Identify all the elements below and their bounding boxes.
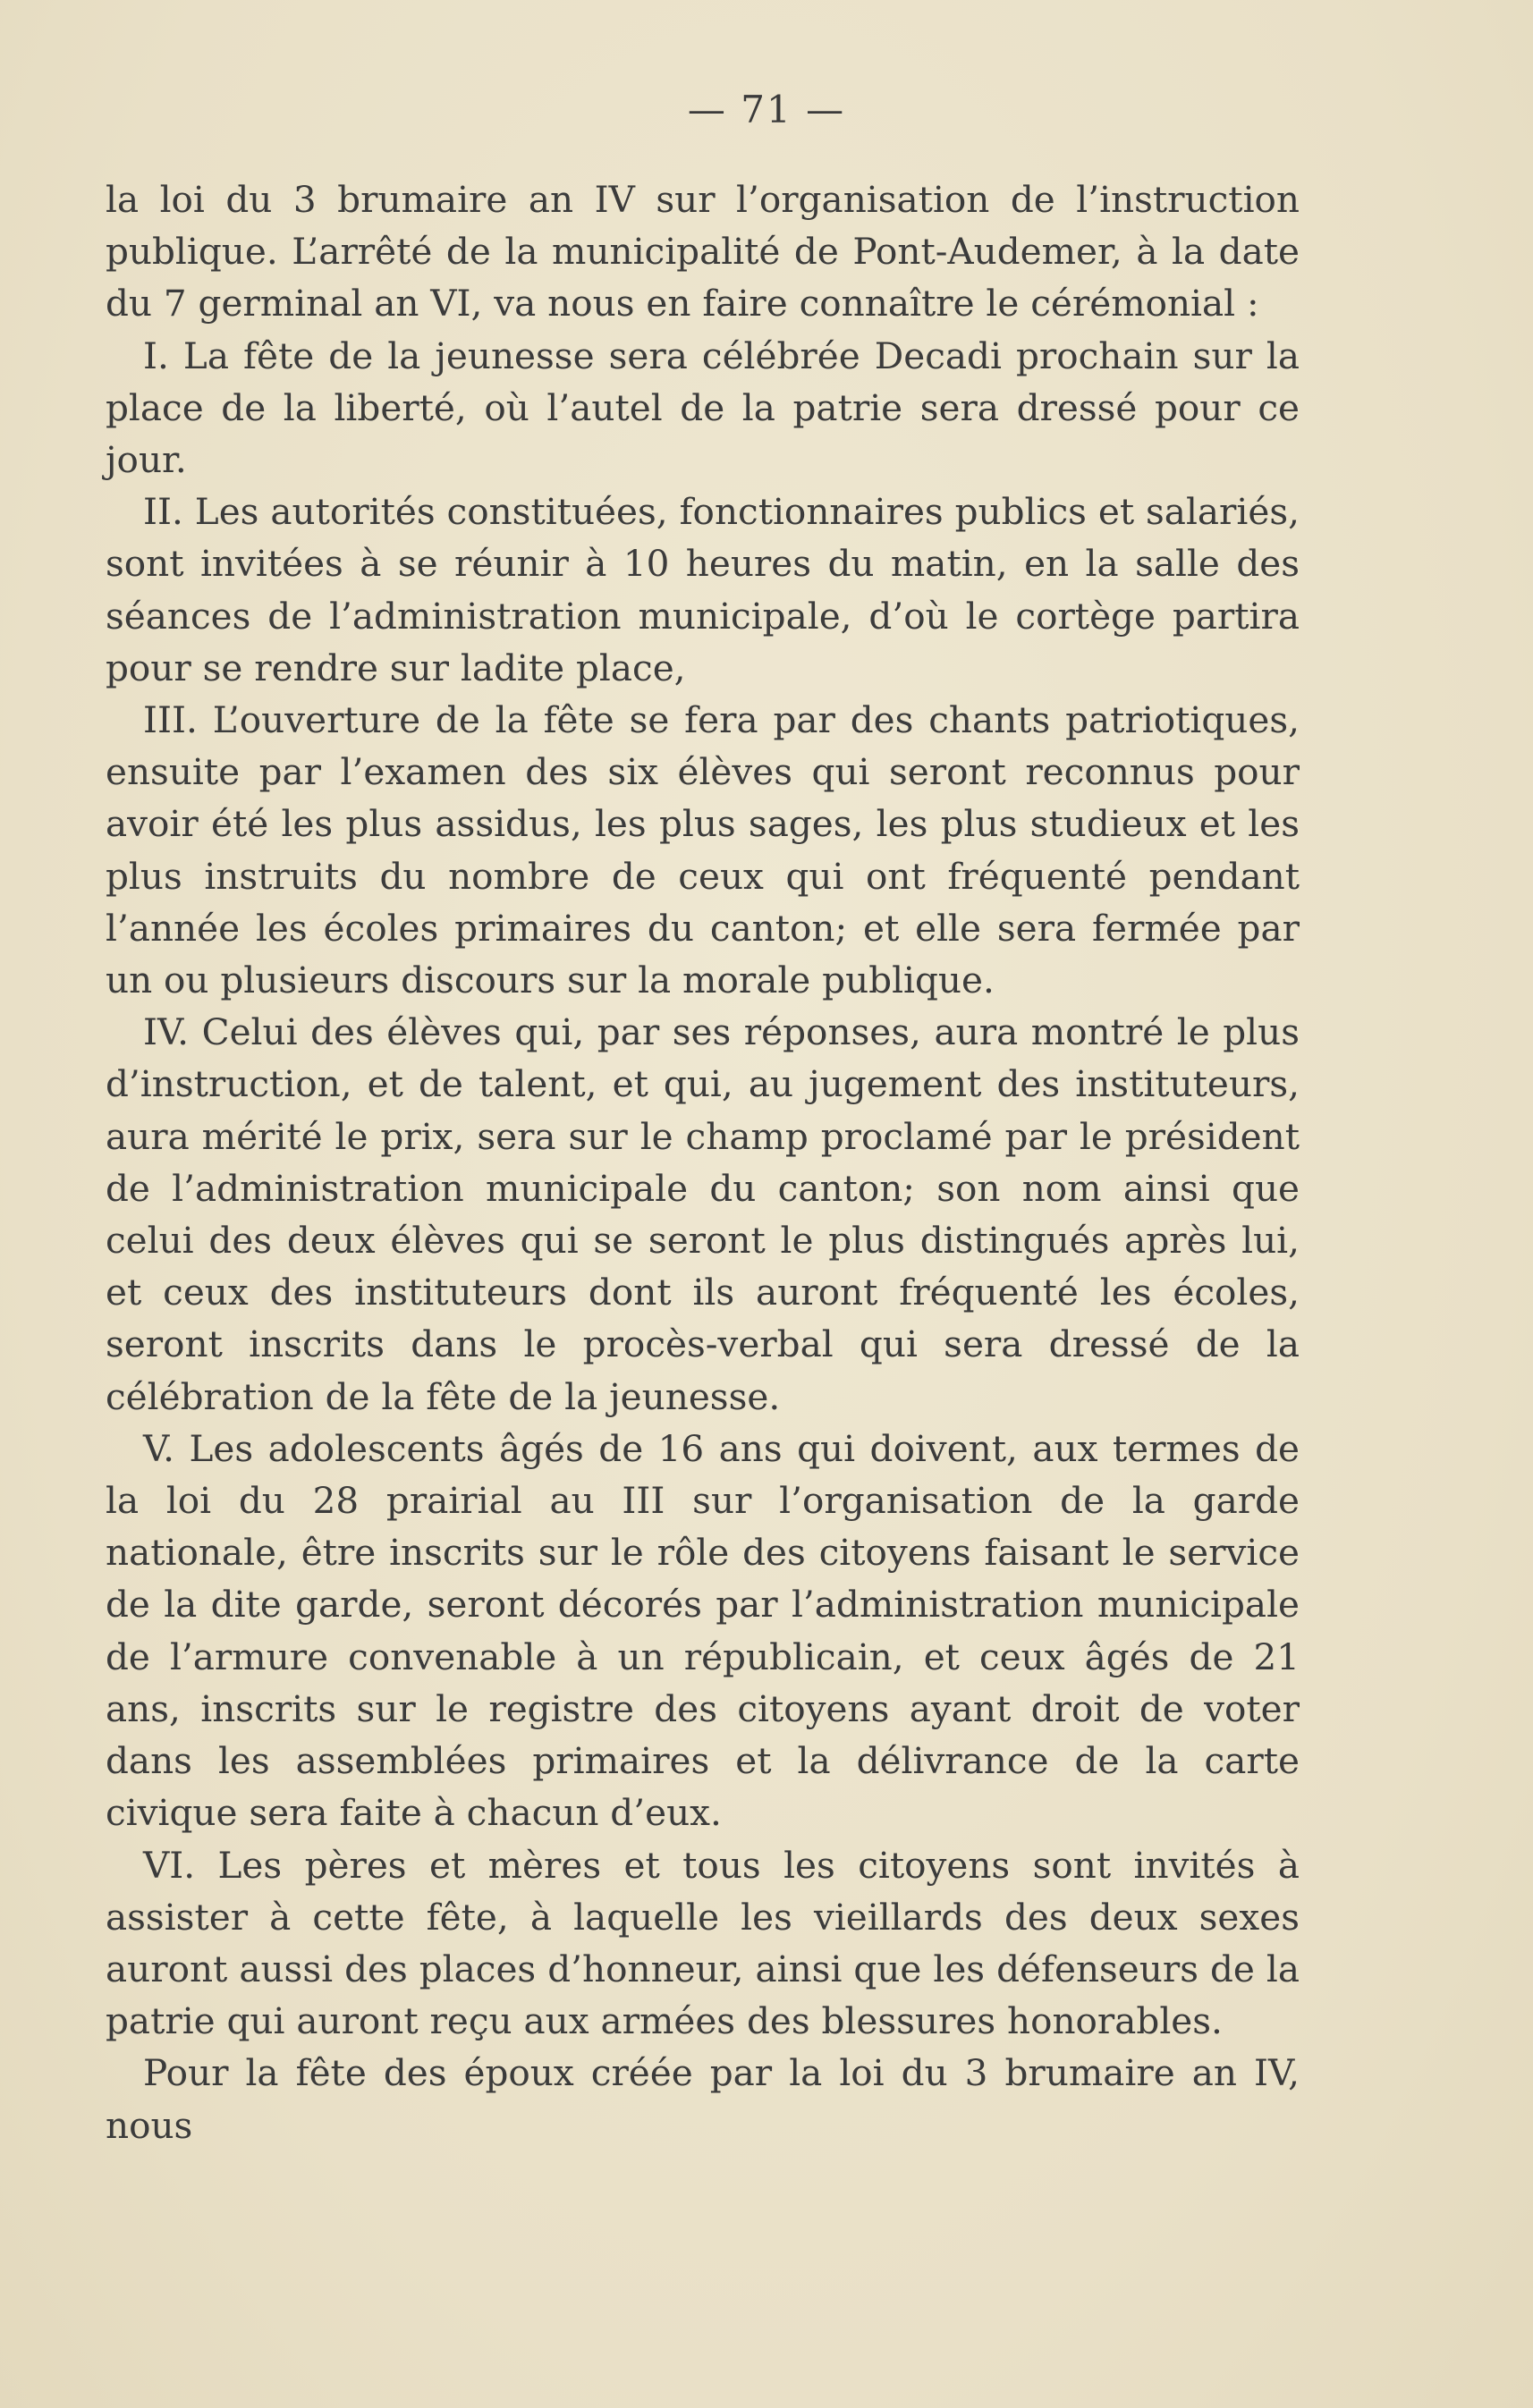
paragraph-article-3: III. L’ouverture de la fête se fera par des chants patriotiques, ensuite par l’examen des six élèves qui seront reconnus pour avoir été les plus assidus, les plus sages, les plus studieux et les plus instruits du nombre de ceux qui ont fréquenté pendant l’année les écoles primaires du canton; et elle sera fermée par un ou plusieurs discours sur la morale publique. [106, 698, 1300, 1002]
paragraph-continuation: la loi du 3 brumaire an IV sur l’organisation de l’instruction publique. L’arrêté de la municipalité de Pont-Audemer, à la date du 7 germinal an VI, va nous en faire connaître le cérémonial : [106, 178, 1300, 325]
paragraph-article-2: II. Les autorités constituées, fonctionnaires publics et salariés, sont invitées à se réunir à 10 heures du matin, en la salle des séances de l’administration municipale, d’où le cortège partira pour se rendre sur ladite place, [106, 490, 1300, 689]
paragraph-article-6: VI. Les pères et mères et tous les citoyens sont invités à assister à cette fête, à laquelle les vieillards des deux sexes auront aussi des places d’honneur, ainsi que les défenseurs de la patrie qui auront reçu aux armées des blessures honorables. [106, 1843, 1300, 2043]
paragraph-fete-des-epoux: Pour la fête des époux créée par la loi du 3 brumaire an IV, nous [106, 2051, 1300, 2147]
page-number: — 71 — [687, 88, 846, 131]
paragraph-article-4: IV. Celui des élèves qui, par ses réponses, aura montré le plus d’instruction, et de talent, et qui, au jugement des instituteurs, aura mérité le prix, sera sur le champ proclamé par le président de l’administration municipale du canton; son nom ainsi que celui des deux élèves qui se seront le plus distingués après lui, et ceux des instituteurs dont ils auront fréquenté les écoles, seront inscrits dans le procès-verbal qui sera dressé de la célébration de la fête de la jeunesse. [106, 1010, 1300, 1418]
body-text [106, 173, 1300, 2151]
paragraph-article-1: I. La fête de la jeunesse sera célébrée Decadi prochain sur la place de la liberté, où l’autel de la patrie sera dressé pour ce jour. [106, 334, 1300, 482]
paragraph-article-5: V. Les adolescents âgés de 16 ans qui doivent, aux termes de la loi du 28 prairial au III sur l’organisation de la garde nationale, être inscrits sur le rôle des citoyens faisant le service de la dite garde, seront décorés par l’administration municipale de l’armure convenable à un républicain, et ceux âgés de 21 ans, inscrits sur le registre des citoyens ayant droit de voter dans les assemblées primaires et la délivrance de la carte civique sera faite à chacun d’eux. [106, 1426, 1300, 1835]
